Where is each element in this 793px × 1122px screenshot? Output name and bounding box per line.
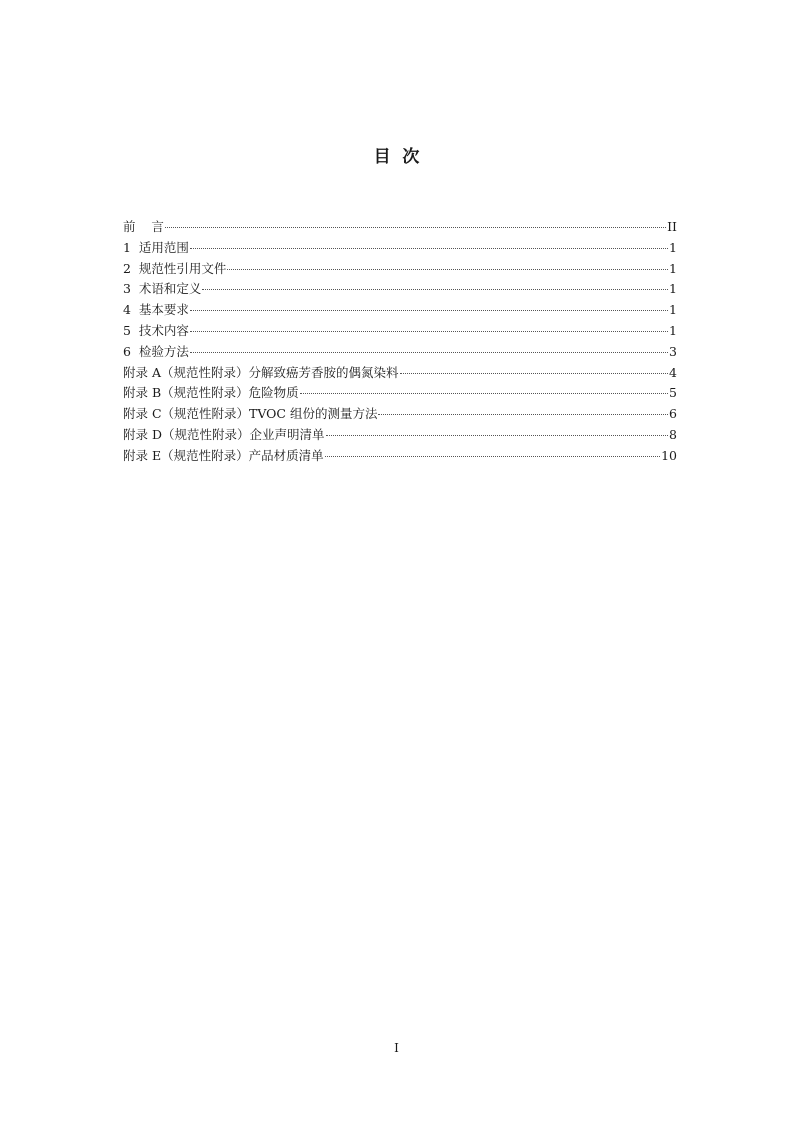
toc-entry-label: 附录 D（规范性附录）企业声明清单 (123, 426, 325, 442)
toc-entry-appendix-a[interactable] (123, 363, 677, 384)
toc-entry-page: 1 (669, 302, 677, 318)
toc-entry-label: 附录 C（规范性附录）TVOC 组份的测量方法 (123, 406, 378, 422)
toc-entry-test-methods[interactable] (123, 342, 677, 363)
toc-entry-label: 2 规范性引用文件 (123, 260, 227, 276)
dot-leader (378, 414, 668, 415)
dot-leader (202, 289, 668, 290)
toc-entry-label: 5 技术内容 (123, 322, 189, 338)
toc-entry-page: 1 (669, 281, 677, 297)
dot-leader (300, 393, 668, 394)
toc-entry-page: 1 (669, 260, 677, 276)
dot-leader (190, 310, 668, 311)
toc-entry-page: 6 (669, 406, 677, 422)
dot-leader (400, 373, 669, 374)
toc-entry-page: 4 (669, 364, 677, 380)
dot-leader (190, 331, 668, 332)
table-of-contents (123, 217, 677, 467)
toc-entry-label: 前 言 (123, 219, 164, 234)
toc-entry-page: 3 (669, 343, 677, 359)
dot-leader (190, 248, 668, 249)
toc-entry-appendix-d[interactable] (123, 425, 677, 446)
toc-entry-label: 附录 E（规范性附录）产品材质清单 (123, 447, 324, 463)
toc-entry-page: II (667, 219, 677, 234)
toc-entry-scope[interactable] (123, 238, 677, 259)
dot-leader (326, 435, 669, 436)
toc-entry-label: 6 检验方法 (123, 343, 189, 359)
toc-entry-page: 1 (669, 239, 677, 255)
toc-entry-terms-definitions[interactable] (123, 279, 677, 300)
toc-entry-label: 附录 A（规范性附录）分解致癌芳香胺的偶氮染料 (123, 364, 399, 380)
dot-leader (190, 352, 668, 353)
toc-entry-technical-content[interactable] (123, 321, 677, 342)
toc-entry-page: 8 (669, 426, 677, 442)
toc-entry-foreword[interactable] (123, 217, 677, 238)
page-title: 目 次 (373, 147, 420, 167)
toc-entry-label: 1 适用范围 (123, 239, 189, 255)
toc-entry-appendix-e[interactable] (123, 446, 677, 467)
dot-leader (325, 456, 660, 457)
dot-leader (227, 269, 668, 270)
dot-leader (165, 227, 666, 228)
toc-entry-appendix-b[interactable] (123, 383, 677, 404)
toc-entry-label: 附录 B（规范性附录）危险物质 (123, 385, 299, 401)
toc-entry-page: 10 (661, 447, 677, 463)
toc-entry-appendix-c[interactable] (123, 404, 677, 425)
toc-entry-label: 3 术语和定义 (123, 281, 202, 297)
toc-entry-page: 1 (669, 322, 677, 338)
toc-entry-label: 4 基本要求 (123, 302, 189, 318)
toc-entry-normative-references[interactable] (123, 259, 677, 280)
toc-entry-basic-requirements[interactable] (123, 300, 677, 321)
toc-entry-page: 5 (669, 385, 677, 401)
page-number: I (394, 1041, 399, 1055)
